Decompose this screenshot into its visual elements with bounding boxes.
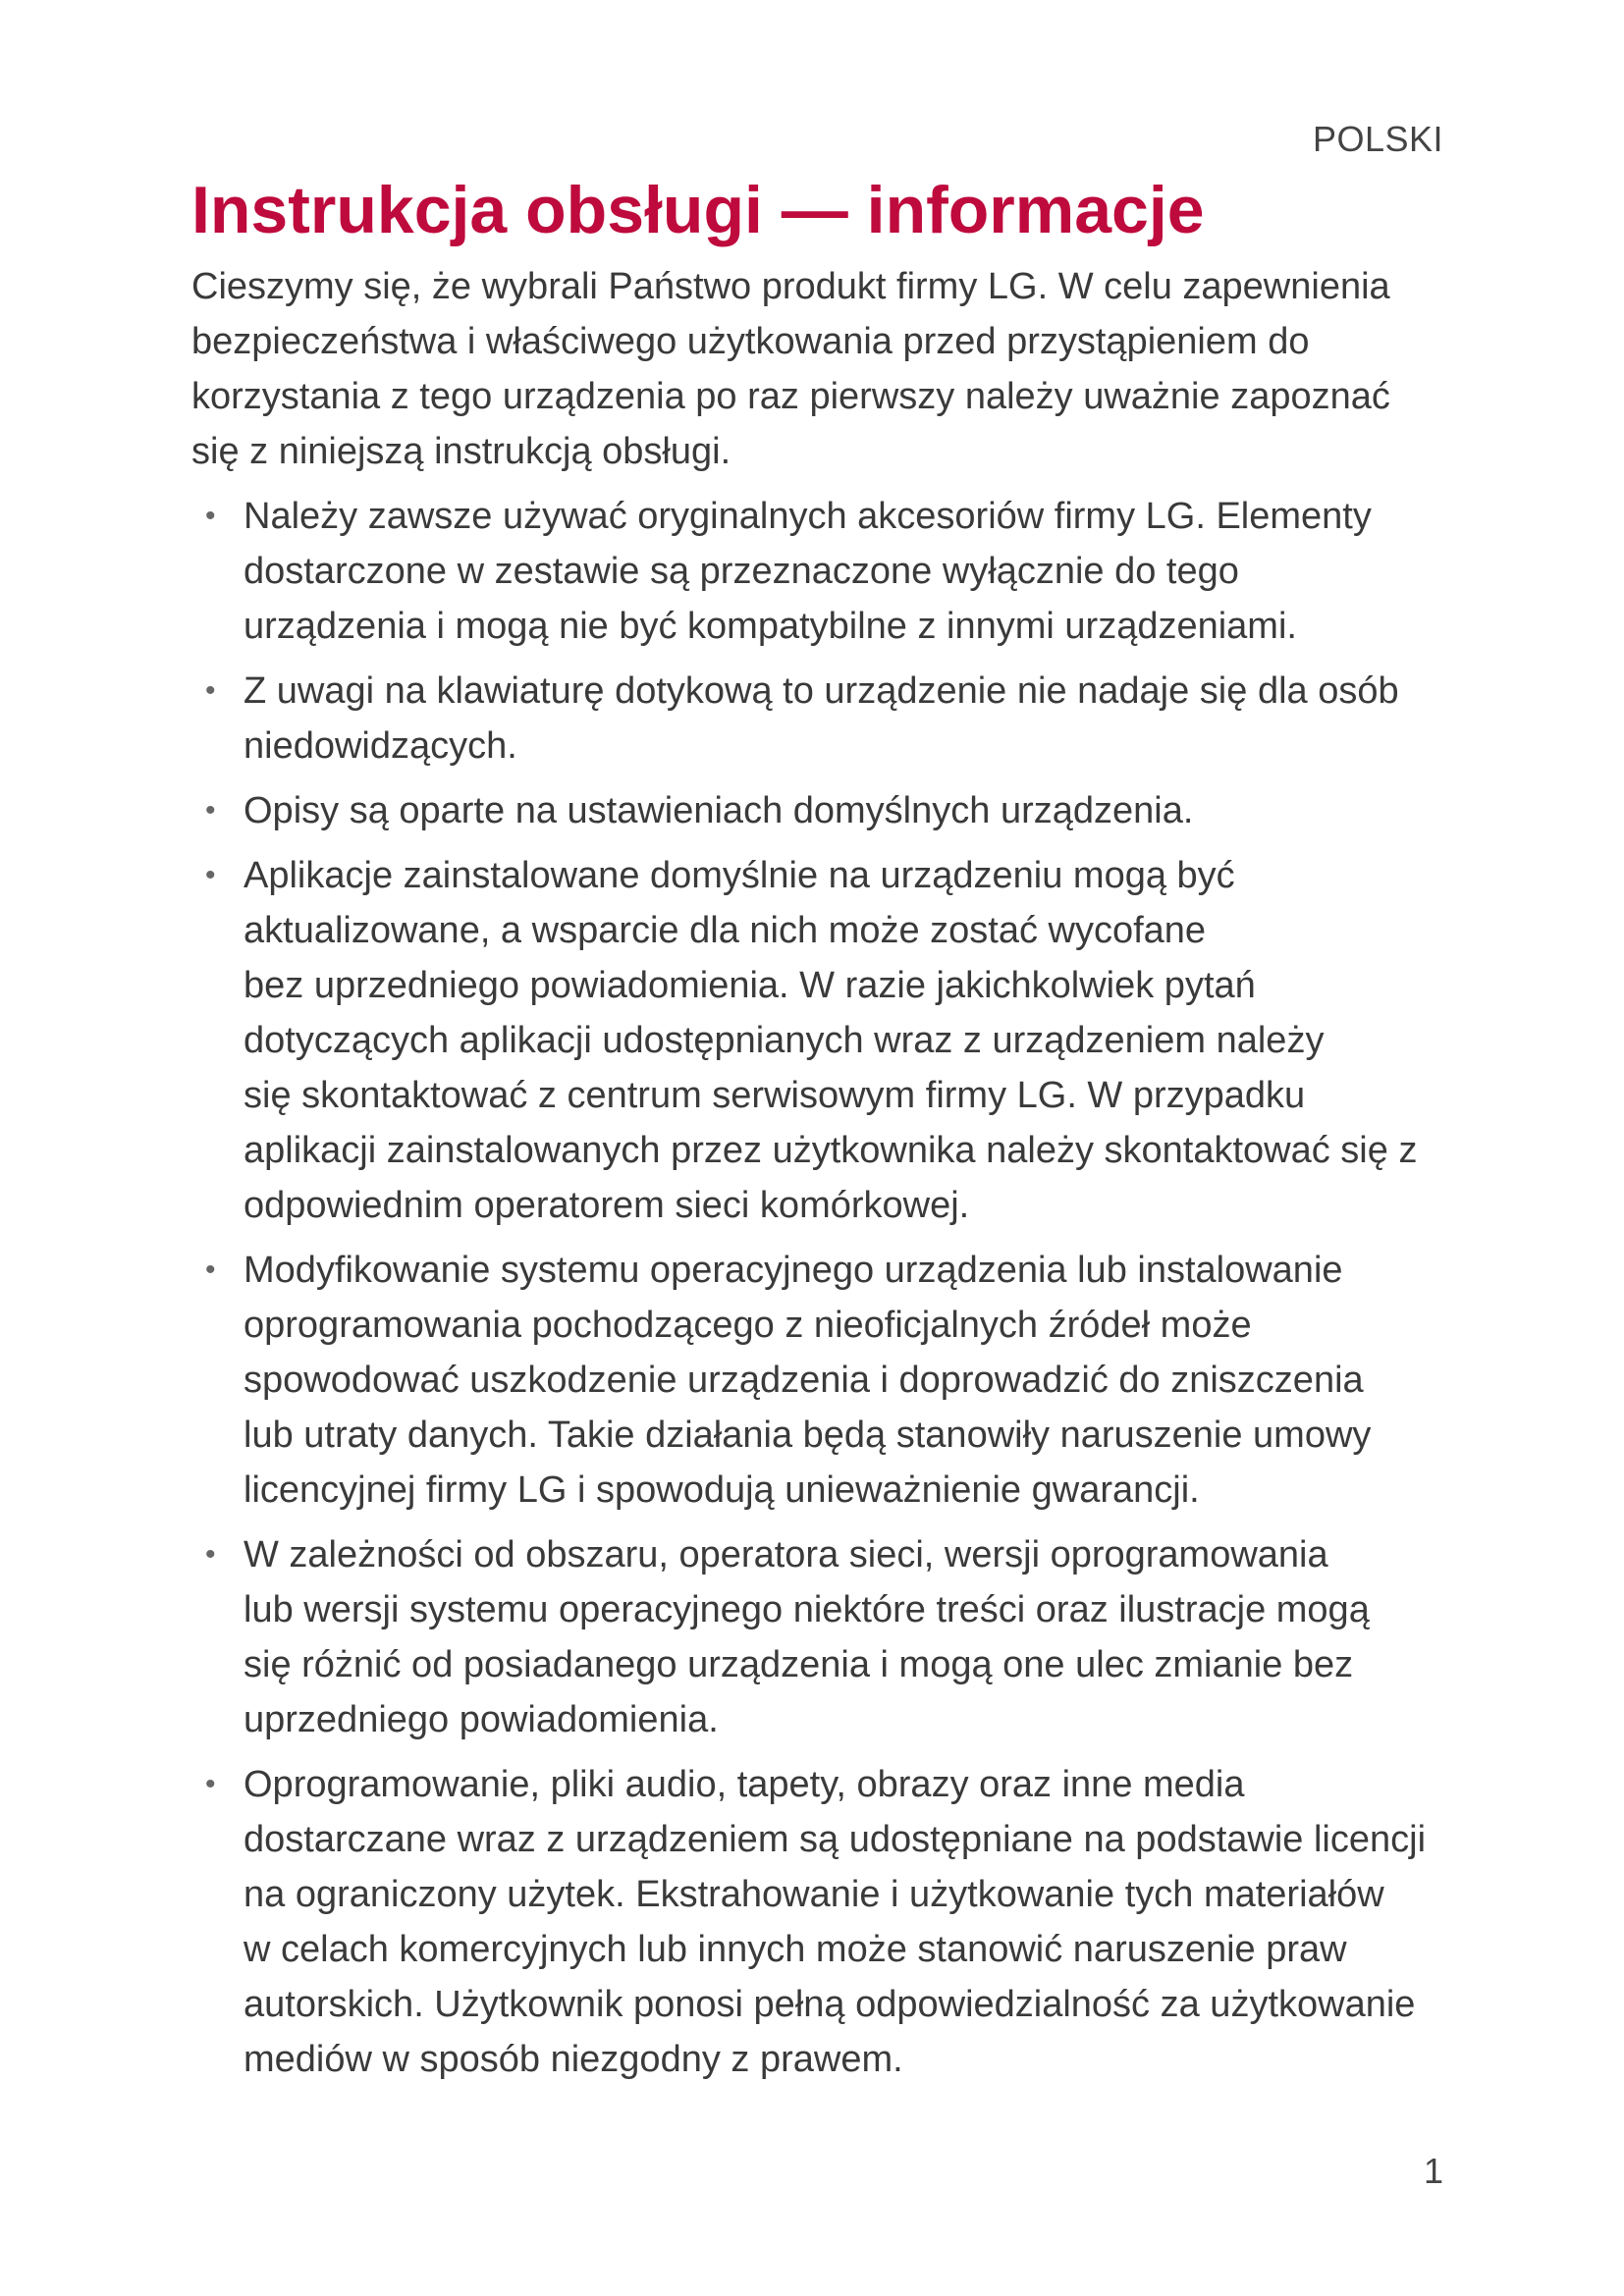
list-item [191, 783, 1443, 838]
page-content [191, 171, 1443, 2087]
bullet-icon: • [205, 674, 216, 707]
list-item-text: Należy zawsze używać oryginalnych akcesoriów firmy LG. Elementy dostarczone w zestawie są przeznaczone wyłącznie do tego urządzenia i mogą nie być kompatybilne z innymi urządzeniami. [244, 496, 1372, 647]
list-item-text: Aplikacje zainstalowane domyślnie na urządzeniu mogą być aktualizowane, a wsparcie dla nich może zostać wycofane bez uprzedniego powiadomienia. W razie jakichkolwiek pytań dotyczących aplikacji udostępnianych wraz z urządzeniem należy się skontaktować z centrum serwisowym firmy LG. W przypadku aplikacji zainstalowanych przez użytkownika należy skontaktować się z odpowiednim operatorem sieci komórkowej. [244, 855, 1418, 1226]
list-item [191, 1527, 1443, 1747]
bullet-icon: • [205, 1538, 216, 1571]
list-item-text: Z uwagi na klawiaturę dotykową to urządzenie nie nadaje się dla osób niedowidzących. [244, 670, 1399, 767]
list-item-text: Opisy są oparte na ustawieniach domyślnych urządzenia. [244, 790, 1194, 831]
page-title: Instrukcja obsługi — informacje [191, 173, 1205, 247]
bullet-icon: • [205, 859, 216, 891]
list-item [191, 664, 1443, 774]
language-label: POLSKI [1312, 119, 1443, 159]
bullet-icon: • [205, 794, 216, 827]
page-number: 1 [1423, 2151, 1443, 2191]
bullet-icon: • [205, 500, 216, 532]
list-item [191, 848, 1443, 1233]
bullet-icon: • [205, 1254, 216, 1286]
list-item-text: Oprogramowanie, pliki audio, tapety, obrazy oraz inne media dostarczane wraz z urządzeniem są udostępniane na podstawie licencji na ograniczony użytek. Ekstrahowanie i użytkowanie tych materiałów w celach komercyjnych lub innych może stanowić naruszenie praw autorskich. Użytkownik ponosi pełną odpowiedzialność za użytkowanie mediów w sposób niezgodny z prawem. [244, 1764, 1427, 2080]
list-item [191, 1243, 1443, 1518]
list-item-text: Modyfikowanie systemu operacyjnego urządzenia lub instalowanie oprogramowania pochodzącego z nieoficjalnych źródeł może spowodować uszkodzenie urządzenia i doprowadzić do zniszczenia lub utraty danych. Takie działania będą stanowiły naruszenie umowy licencyjnej firmy LG i spowodują unieważnienie gwarancji. [244, 1250, 1372, 1511]
bullet-icon: • [205, 1768, 216, 1800]
intro-paragraph: Cieszymy się, że wybrali Państwo produkt firmy LG. W celu zapewnienia bezpieczeństwa i właściwego użytkowania przed przystąpieniem do korzystania z tego urządzenia po raz pierwszy należy uważnie zapoznać się z niniejszą instrukcją obsługi. [191, 266, 1390, 472]
notice-list [191, 489, 1443, 2087]
list-item-text: W zależności od obszaru, operatora sieci, wersji oprogramowania lub wersji systemu operacyjnego niektóre treści oraz ilustracje mogą się różnić od posiadanego urządzenia i mogą one ulec zmianie bez uprzedniego powiadomienia. [244, 1534, 1370, 1740]
list-item [191, 489, 1443, 654]
list-item [191, 1757, 1443, 2087]
